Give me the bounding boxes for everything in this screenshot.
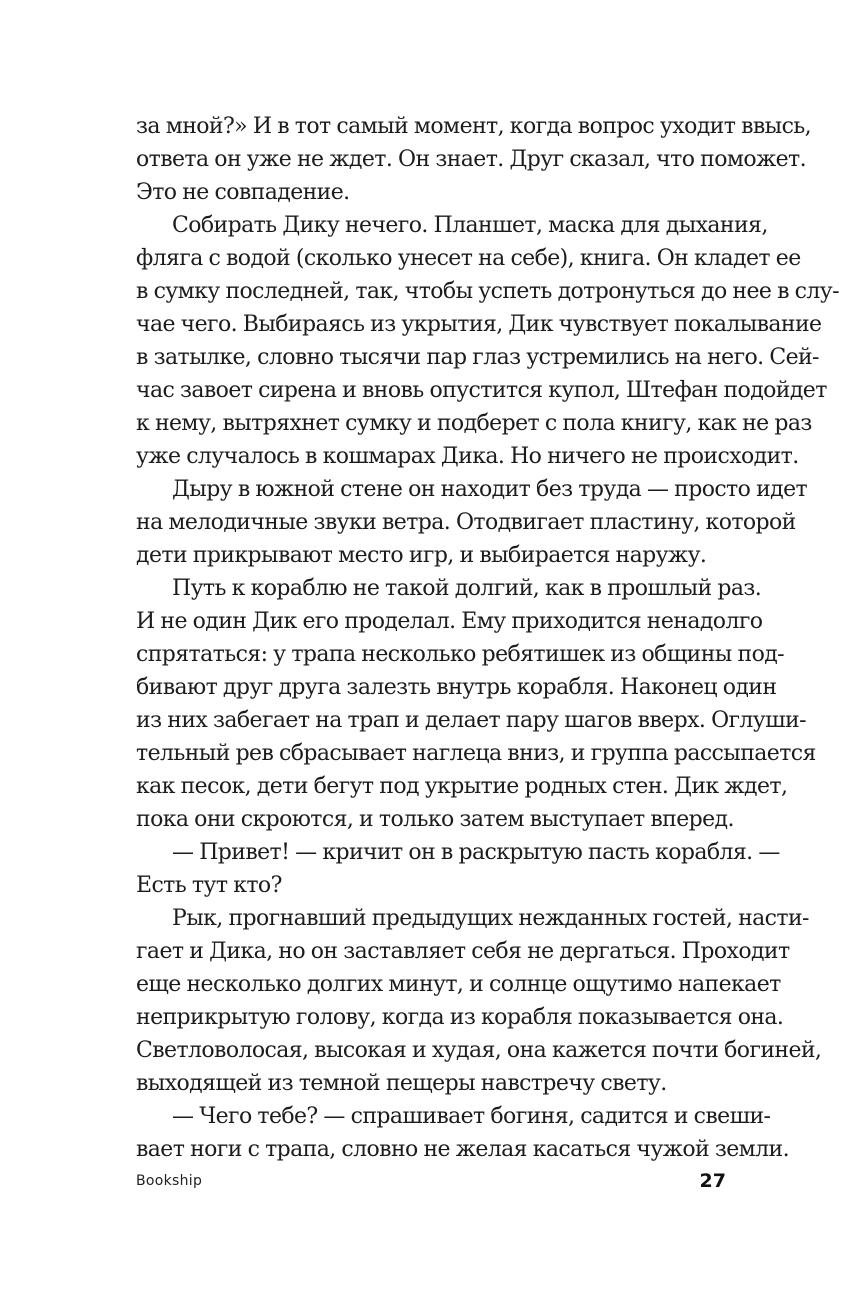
text-line: дети прикрывают место игр, и выбирается наружу. xyxy=(136,543,707,568)
text-line: спрятаться: у трапа несколько ребятишек из общины под- xyxy=(136,642,785,667)
text-line: Путь к кораблю не такой долгий, как в прошлый раз. xyxy=(172,576,762,601)
text-line: Рык, прогнавший предыдущих нежданных гостей, насти- xyxy=(172,906,809,931)
text-line: из них забегает на трап и делает пару шагов вверх. Оглуши- xyxy=(136,708,806,733)
text-line: И не один Дик его проделал. Ему приходится ненадолго xyxy=(136,609,763,634)
text-line: на мелодичные звуки ветра. Отодвигает пластину, которой xyxy=(136,510,796,535)
text-line: гает и Дика, но он заставляет себя не дергаться. Проходит xyxy=(136,939,790,964)
text-line: Это не совпадение. xyxy=(136,180,350,205)
text-line: к нему, вытряхнет сумку и подберет с пола книгу, как не раз xyxy=(136,411,812,436)
text-line: уже случалось в кошмарах Дика. Но ничего не происходит. xyxy=(136,444,799,469)
body-text xyxy=(136,110,839,1166)
text-line: бивают друг друга залезть внутрь корабля. Наконец один xyxy=(136,675,777,700)
text-line: еще несколько долгих минут, и солнце ощутимо напекает xyxy=(136,972,781,997)
page-footer xyxy=(136,1170,726,1194)
text-line: час завоет сирена и вновь опустится купол, Штефан подойдет xyxy=(136,378,827,403)
text-line: чае чего. Выбираясь из укрытия, Дик чувствует покалывание xyxy=(136,312,822,337)
text-line: ответа он уже не ждет. Он знает. Друг сказал, что поможет. xyxy=(136,147,807,172)
text-line: Собирать Дику нечего. Планшет, маска для дыхания, xyxy=(172,213,768,238)
text-line: в сумку последней, так, чтобы успеть дотронуться до нее в слу- xyxy=(136,279,839,304)
text-line: — Чего тебе? — спрашивает богиня, садится и свеши- xyxy=(172,1104,771,1129)
text-line: пока они скроются, и только затем выступает вперед. xyxy=(136,807,734,832)
text-line: тельный рев сбрасывает наглеца вниз, и группа рассыпается xyxy=(136,741,816,766)
text-line: в затылке, словно тысячи пар глаз устремились на него. Сей- xyxy=(136,345,819,370)
text-line: Дыру в южной стене он находит без труда — просто идет xyxy=(172,477,808,502)
text-line: — Привет! — кричит он в раскрытую пасть корабля. — xyxy=(172,840,780,865)
page-number: 27 xyxy=(699,1170,726,1192)
text-line: за мной?» И в тот самый момент, когда вопрос уходит ввысь, xyxy=(136,114,812,139)
text-line: как песок, дети бегут под укрытие родных стен. Дик ждет, xyxy=(136,774,788,799)
text-line: неприкрытую голову, когда из корабля показывается она. xyxy=(136,1005,784,1030)
text-line: фляга с водой (сколько унесет на себе), книга. Он кладет ее xyxy=(136,246,801,271)
publisher-name: Bookship xyxy=(136,1173,203,1189)
text-line: Светловолосая, высокая и худая, она кажется почти богиней, xyxy=(136,1038,822,1063)
text-line: вает ноги с трапа, словно не желая касаться чужой земли. xyxy=(136,1137,789,1162)
text-line: Есть тут кто? xyxy=(136,873,282,898)
text-line: выходящей из темной пещеры навстречу свету. xyxy=(136,1071,667,1096)
